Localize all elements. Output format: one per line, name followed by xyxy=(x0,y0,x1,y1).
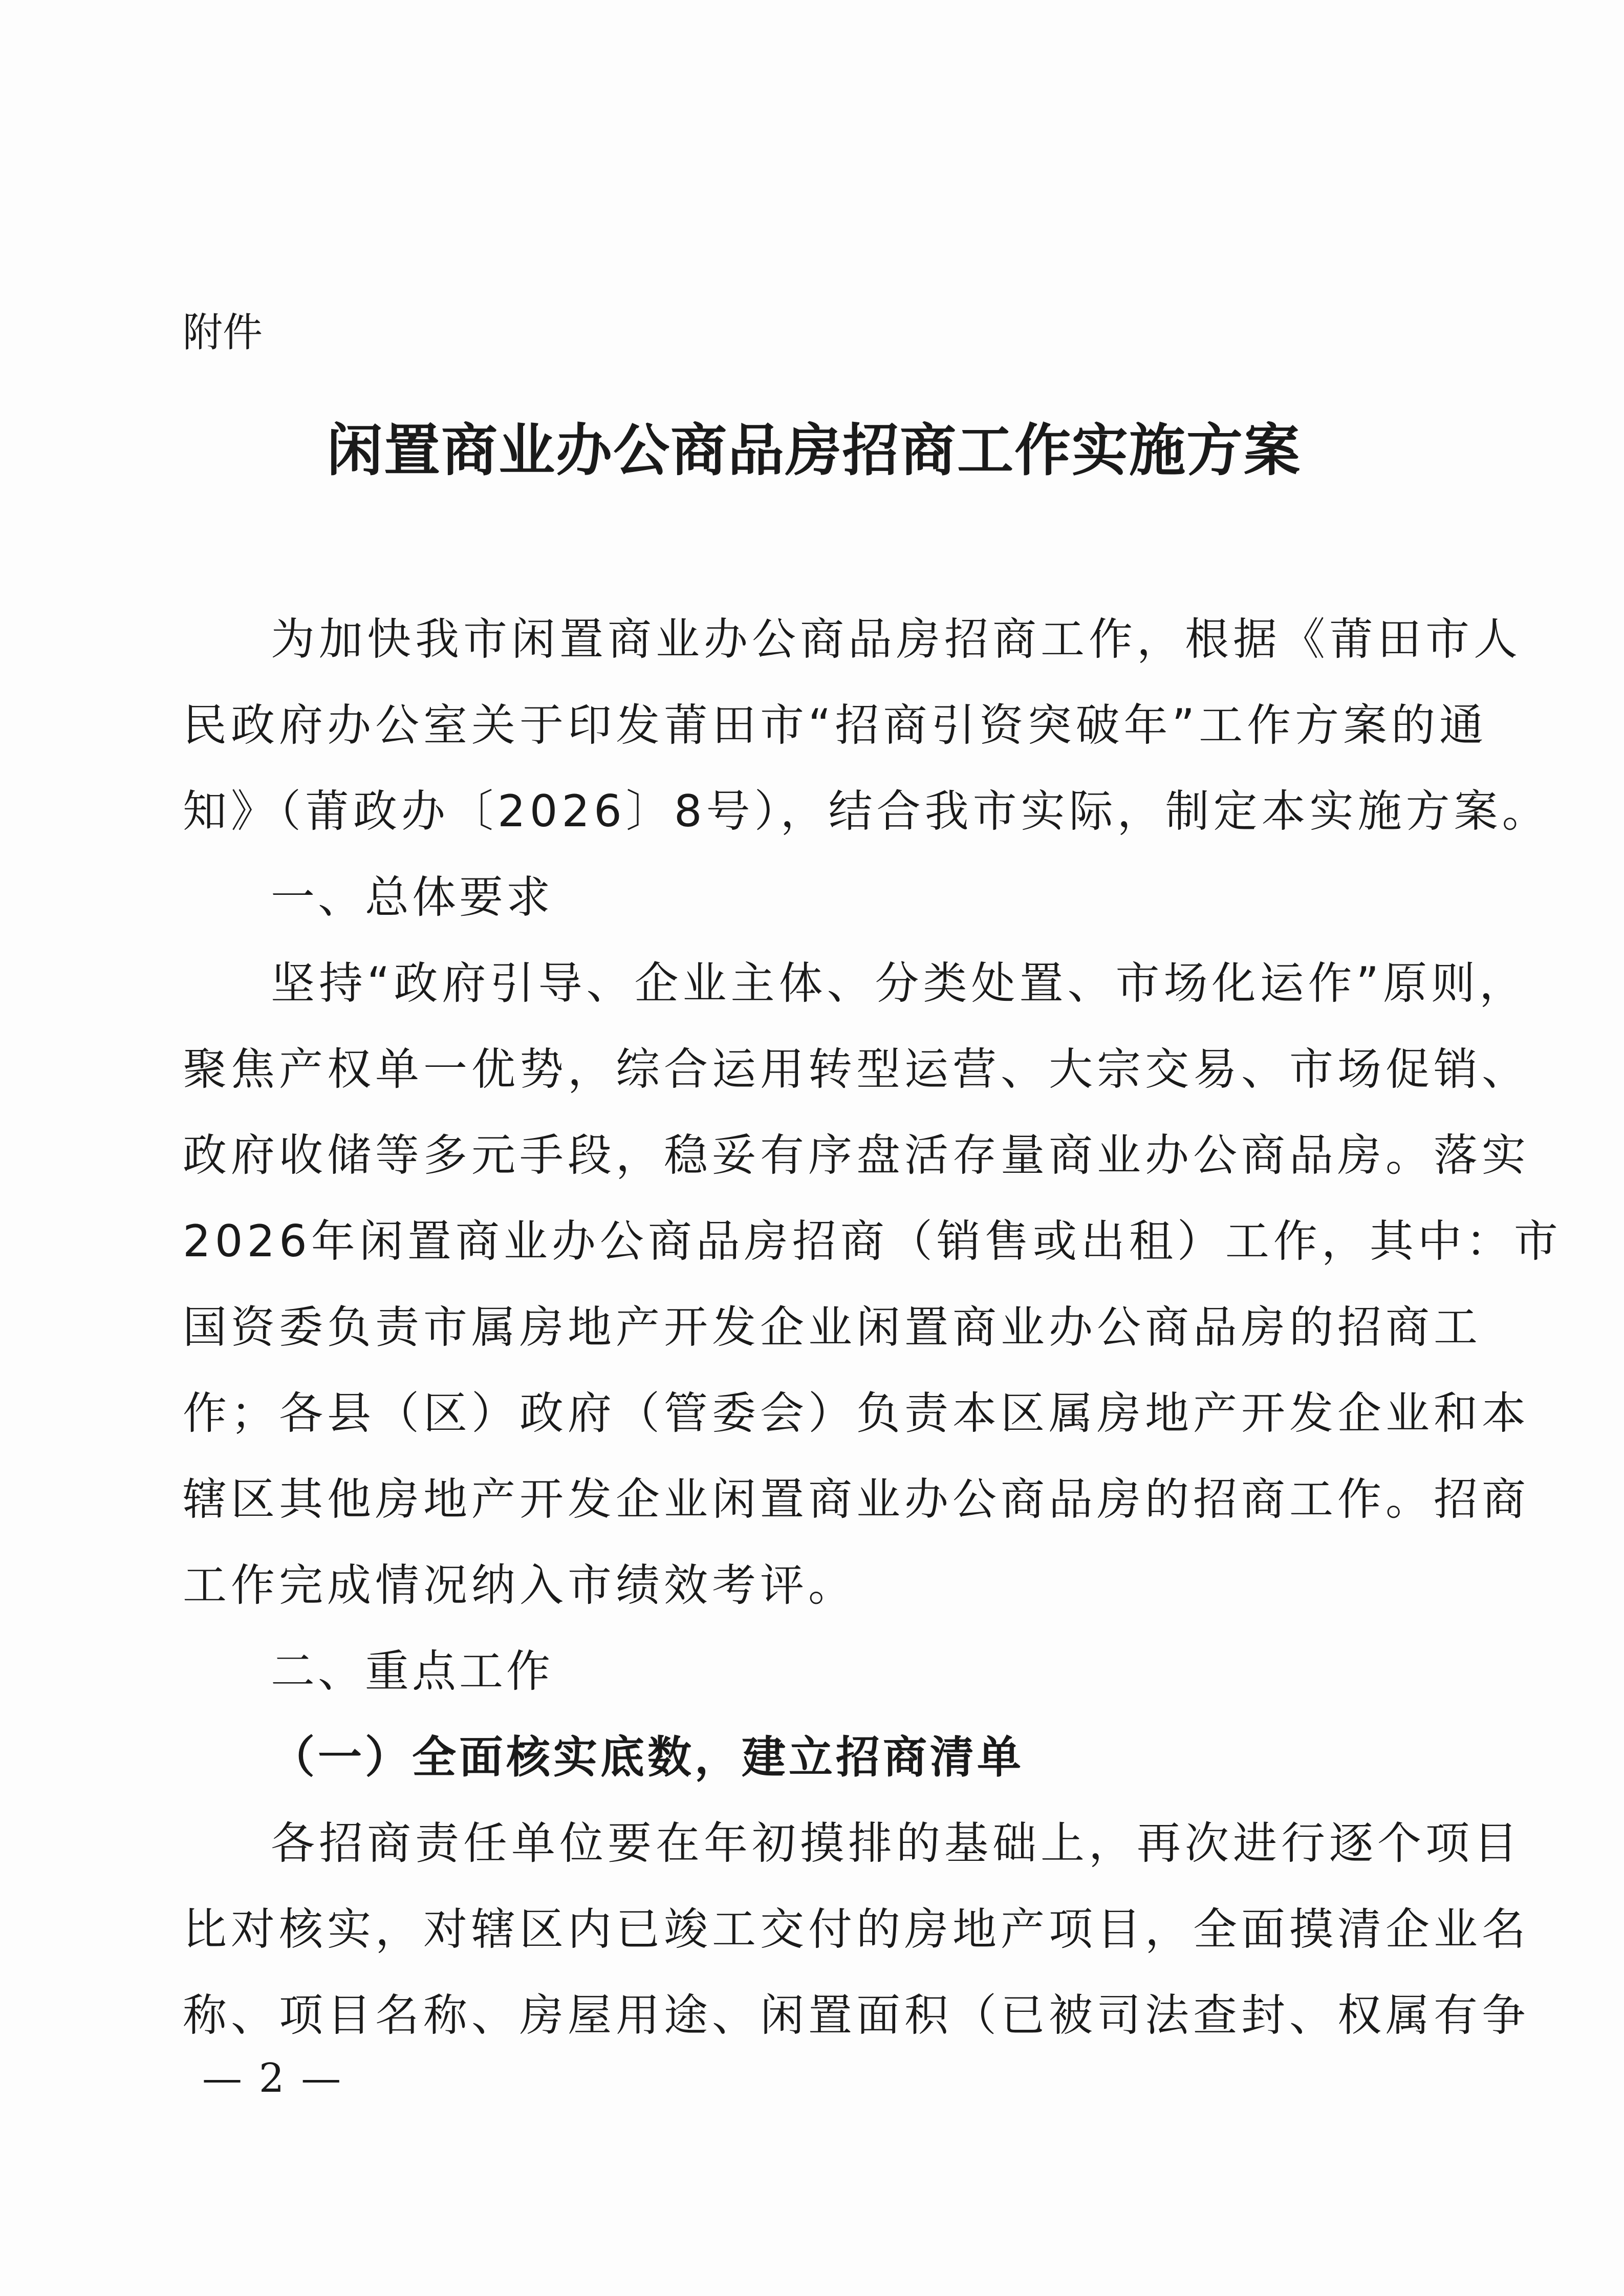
section-heading-general-requirements: 一、总体要求 xyxy=(271,872,553,923)
section2-line: 比对核实，对辖区内已竣工交付的房地产项目，全面摸清企业名 xyxy=(183,1904,1530,1955)
document-body xyxy=(183,596,1562,2058)
section1-line: 国资委负责市属房地产开发企业闲置商业办公商品房的招商工 xyxy=(183,1302,1482,1353)
section1-line: 辖区其他房地产开发企业闲置商业办公商品房的招商工作。招商 xyxy=(183,1474,1530,1525)
section1-line: 聚焦产权单一优势，综合运用转型运营、大宗交易、市场促销、 xyxy=(183,1044,1530,1095)
page-number: — 2 — xyxy=(202,2055,343,2101)
intro-line: 知》（莆政办〔2026〕8号），结合我市实际，制定本实施方案。 xyxy=(183,786,1550,837)
section1-line: 作；各县（区）政府（管委会）负责本区属房地产开发企业和本 xyxy=(183,1388,1530,1439)
section2-line: 称、项目名称、房屋用途、闲置面积（已被司法查封、权属有争 xyxy=(183,1990,1530,2041)
section1-line: 坚持“政府引导、企业主体、分类处置、市场化运作”原则， xyxy=(271,958,1528,1009)
document-title: 闲置商业办公商品房招商工作实施方案 xyxy=(327,417,1301,483)
section1-line: 2026年闲置商业办公商品房招商（销售或出租）工作，其中：市 xyxy=(183,1216,1562,1267)
section-heading-key-work: 二、重点工作 xyxy=(271,1646,553,1697)
attachment-label: 附件 xyxy=(183,310,263,356)
subsection-heading: （一）全面核实底数，建立招商清单 xyxy=(271,1731,1024,1783)
section1-line: 工作完成情况纳入市绩效考评。 xyxy=(183,1560,856,1611)
section2-line: 各招商责任单位要在年初摸排的基础上，再次进行逐个项目 xyxy=(271,1818,1522,1869)
section1-line: 政府收储等多元手段，稳妥有序盘活存量商业办公商品房。落实 xyxy=(183,1130,1530,1181)
intro-line: 为加快我市闲置商业办公商品房招商工作，根据《莆田市人 xyxy=(271,614,1522,665)
intro-line: 民政府办公室关于印发莆田市“招商引资突破年”工作方案的通 xyxy=(183,700,1488,751)
